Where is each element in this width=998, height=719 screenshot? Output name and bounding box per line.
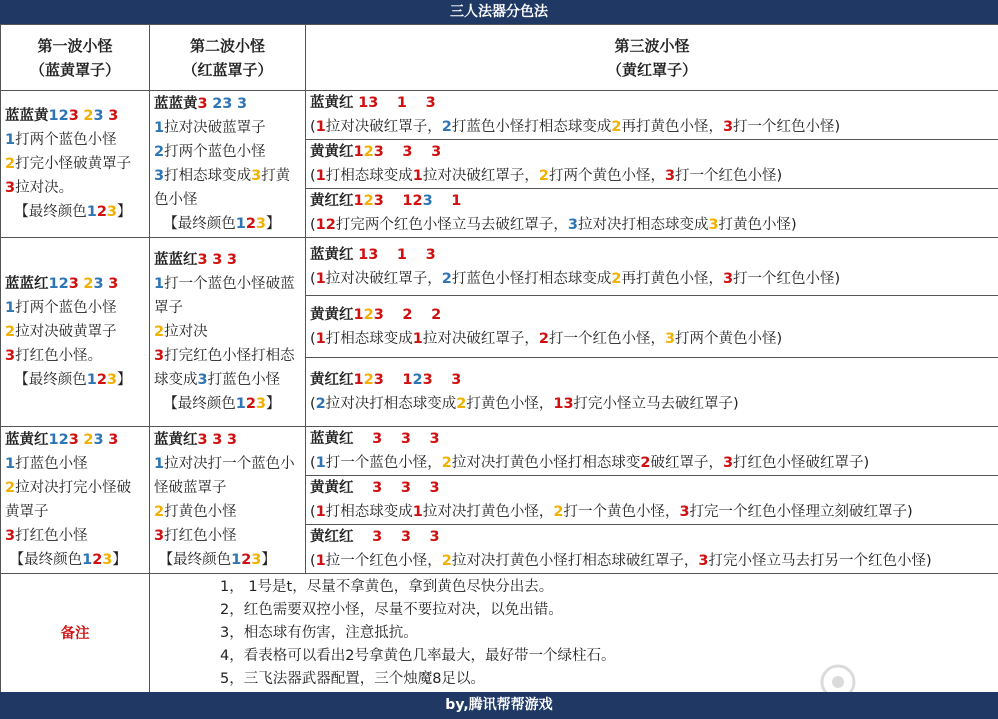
final-color-label: 【最终颜色 <box>163 396 236 412</box>
step: 打相态球变成 <box>325 168 413 184</box>
step: 打一个红色小怪) <box>733 119 841 135</box>
notes-label: 备注 <box>1 574 150 694</box>
step: 打完红色小怪打相态球变成 <box>154 348 295 388</box>
header-wave3 <box>306 25 998 91</box>
paren: ( <box>310 504 316 520</box>
note-item: 5，三飞法器武器配置，三个烛魔8足以。 <box>220 671 485 687</box>
step: 打红色小怪。 <box>15 348 103 364</box>
paren: ( <box>310 396 316 412</box>
combo-name: 黄红红 <box>310 372 354 388</box>
step: 打完小怪立马去破红罩子) <box>573 396 739 412</box>
final-color-label: 【最终颜色 <box>14 372 87 388</box>
step: 拉对决。 <box>15 180 74 196</box>
note-item: 2，红色需要双控小怪，尽量不要拉对决，以免出错。 <box>220 602 563 618</box>
group1-wave3-option2: 黄黄红123 3 3 (1打相态球变成1拉对决破红罩子，2打两个黄色小怪，3打一个红色小怪) <box>306 140 998 189</box>
final-color-label: 【最终颜色 <box>163 216 236 232</box>
header-wave2-title: 第二波小怪 <box>189 36 265 55</box>
group3-wave1: 蓝黄红123 23 3 1打蓝色小怪 2拉对决打完小怪破黄罩子 3打红色小怪 【最终颜色123】 <box>1 427 150 574</box>
paren: ( <box>310 455 316 471</box>
combo-name: 蓝黄红 <box>154 432 198 448</box>
group2-wave3-option2: 黄黄红123 2 2 (1打相态球变成1拉对决破红罩子，2打一个红色小怪，3打两个黄色小怪) <box>306 296 998 358</box>
combo-name: 蓝黄红 <box>310 431 354 447</box>
combo-name: 蓝蓝黄 <box>5 108 49 124</box>
step: 打两个黄色小怪， <box>548 168 665 184</box>
note-item: 3，相态球有伤害，注意抵抗。 <box>220 625 418 641</box>
step: 打两个蓝色小怪 <box>164 144 266 160</box>
step: 拉对决打相态球变成 <box>325 396 457 412</box>
header-wave3-title: 第三波小怪 <box>614 36 690 55</box>
table-row <box>1 427 998 476</box>
step: 打黄色小怪， <box>466 396 554 412</box>
paren: ( <box>310 330 316 347</box>
step: 打一个红色小怪， <box>548 330 665 347</box>
step: 拉对决破蓝罩子 <box>164 120 266 136</box>
final-close: 】 <box>261 552 276 568</box>
step: 打一个蓝色小怪破蓝罩子 <box>154 276 295 316</box>
step: 拉对决破黄罩子 <box>15 324 117 340</box>
step: 拉对决打相态球变成 <box>577 217 709 233</box>
final-close: 】 <box>117 372 132 388</box>
header-wave1-shield: （蓝黄罩子） <box>29 60 120 79</box>
combo-name: 蓝黄红 <box>5 432 49 448</box>
step: 打黄色小怪 <box>154 168 291 208</box>
step: 再打黄色小怪， <box>621 270 723 287</box>
paren: ( <box>310 119 316 135</box>
step: 打一个蓝色小怪， <box>325 455 442 471</box>
header-wave1 <box>1 25 150 91</box>
step: 打红色小怪 <box>15 528 88 544</box>
group2-wave3-option1: 蓝黄红 13 1 3 (1拉对决破红罩子，2打蓝色小怪打相态球变成2再打黄色小怪，3打一个红色小怪) <box>306 238 998 296</box>
step: 拉对决打完小怪破黄罩子 <box>5 480 132 520</box>
step: 拉对决打黄色小怪打相态球破红罩子， <box>451 553 699 569</box>
final-color-label: 【最终颜色 <box>9 552 83 568</box>
group1-wave3-option3: 黄红红123 123 1 (12打完两个红色小怪立马去破红罩子，3拉对决打相态球变成3打黄色小怪) <box>306 189 998 238</box>
code: 1 <box>48 108 59 124</box>
step: 打相态球变成 <box>164 168 252 184</box>
step: 拉对决打一个蓝色小怪破蓝罩子 <box>154 456 295 496</box>
header-row <box>1 25 998 91</box>
page-title: 三人法器分色法 <box>0 0 998 24</box>
header-wave2 <box>150 25 306 91</box>
step: 拉对决 <box>164 324 208 340</box>
header-wave1-title: 第一波小怪 <box>37 36 113 55</box>
step: 拉对决破红罩子， <box>422 168 539 184</box>
step: 再打黄色小怪， <box>621 119 723 135</box>
step: 打红色小怪 <box>164 528 237 544</box>
final-close: 】 <box>117 204 132 220</box>
group1-wave1: 蓝蓝黄123 23 3 1打两个蓝色小怪 2打完小怪破黄罩子 3拉对决。 【最终颜色123】 <box>1 91 150 238</box>
step: 打两个黄色小怪) <box>675 330 783 347</box>
paren: ( <box>310 168 316 184</box>
step: 打两个蓝色小怪 <box>15 300 117 316</box>
combo-name: 蓝黄红 <box>310 246 354 263</box>
final-close: 】 <box>266 396 281 412</box>
step: 打蓝色小怪 <box>207 372 281 388</box>
step: 打蓝色小怪打相态球变成 <box>451 119 612 135</box>
table-row <box>1 91 998 140</box>
footer-credit: by,腾讯帮帮游戏 <box>0 692 998 719</box>
step: 破红罩子， <box>650 455 723 471</box>
combo-name: 蓝蓝红 <box>5 276 49 292</box>
strategy-table <box>0 24 998 694</box>
step: 打红色小怪破红罩子) <box>733 455 870 471</box>
group1-wave2: 蓝蓝黄3 23 3 1拉对决破蓝罩子 2打两个蓝色小怪 3打相态球变成3打黄色小怪 【最终颜色123】 <box>150 91 306 238</box>
combo-name: 蓝黄红 <box>310 95 354 111</box>
table-row <box>1 238 998 296</box>
header-wave2-shield: （红蓝罩子） <box>182 60 273 79</box>
paren: ( <box>310 270 316 287</box>
combo-name: 黄红红 <box>310 529 354 545</box>
step: 打完小怪破黄罩子 <box>15 156 132 172</box>
step: 拉对决破红罩子， <box>422 330 539 347</box>
step: 拉一个红色小怪， <box>325 553 442 569</box>
group2-wave2: 蓝蓝红3 3 3 1打一个蓝色小怪破蓝罩子 2拉对决 3打完红色小怪打相态球变成3打蓝色小怪 【最终颜色123】 <box>150 238 306 427</box>
group3-wave2: 蓝黄红3 3 3 1拉对决打一个蓝色小怪破蓝罩子 2打黄色小怪 3打红色小怪 【最终颜色123】 <box>150 427 306 574</box>
header-wave3-shield: （黄红罩子） <box>606 60 697 79</box>
step: 打相态球变成 <box>325 504 413 520</box>
combo-name: 黄黄红 <box>310 480 354 496</box>
combo-name: 蓝蓝红 <box>154 252 198 268</box>
note-item: 1， 1号是t，尽量不拿黄色，拿到黄色尽快分出去。 <box>220 579 554 595</box>
combo-name: 黄红红 <box>310 193 354 209</box>
final-close: 】 <box>112 552 127 568</box>
step: 拉对决打黄色小怪打相态球变 <box>451 455 641 471</box>
step: 打完小怪立马去打另一个红色小怪) <box>708 553 932 569</box>
step: 拉对决破红罩子， <box>325 270 442 287</box>
note-item: 4，看表格可以看出2号拿黄色几率最大，最好带一个绿柱石。 <box>220 648 616 664</box>
step: 打一个红色小怪) <box>675 168 783 184</box>
final-color-label: 【最终颜色 <box>158 552 232 568</box>
final-color-label: 【最终颜色 <box>14 204 87 220</box>
final-close: 】 <box>266 216 281 232</box>
paren: ( <box>310 553 316 569</box>
step: 打两个蓝色小怪 <box>15 132 117 148</box>
step: 打一个红色小怪) <box>733 270 841 287</box>
step: 打蓝色小怪打相态球变成 <box>451 270 612 287</box>
step: 打蓝色小怪 <box>15 456 88 472</box>
group3-wave3-option1: 蓝黄红 3 3 3 (1打一个蓝色小怪，2拉对决打黄色小怪打相态球变2破红罩子，3打红色小怪破红罩子) <box>306 427 998 476</box>
combo-name: 黄黄红 <box>310 306 354 323</box>
combo-name: 蓝蓝黄 <box>154 96 198 112</box>
group1-wave3-option1: 蓝黄红 13 1 3 (1拉对决破红罩子，2打蓝色小怪打相态球变成2再打黄色小怪，3打一个红色小怪) <box>306 91 998 140</box>
step: 打黄色小怪) <box>718 217 797 233</box>
step: 拉对决打黄色小怪， <box>422 504 554 520</box>
paren: ( <box>310 217 316 233</box>
step: 拉对决破红罩子， <box>325 119 442 135</box>
step: 打一个黄色小怪， <box>563 504 680 520</box>
step: 打完一个红色小怪理立刻破红罩子) <box>689 504 913 520</box>
group3-wave3-option3: 黄红红 3 3 3 (1拉一个红色小怪，2拉对决打黄色小怪打相态球破红罩子，3打完小怪立马去打另一个红色小怪) <box>306 525 998 574</box>
step: 打相态球变成 <box>325 330 413 347</box>
group3-wave3-option2: 黄黄红 3 3 3 (1打相态球变成1拉对决打黄色小怪，2打一个黄色小怪，3打完一个红色小怪理立刻破红罩子) <box>306 476 998 525</box>
combo-name: 黄黄红 <box>310 144 354 160</box>
group2-wave3-option3: 黄红红123 123 3 (2拉对决打相态球变成2打黄色小怪，13打完小怪立马去破红罩子) <box>306 358 998 427</box>
step: 打完两个红色小怪立马去破红罩子， <box>335 217 568 233</box>
group2-wave1: 蓝蓝红123 23 3 1打两个蓝色小怪 2拉对决破黄罩子 3打红色小怪。 【最终颜色123】 <box>1 238 150 427</box>
step: 打黄色小怪 <box>164 504 237 520</box>
